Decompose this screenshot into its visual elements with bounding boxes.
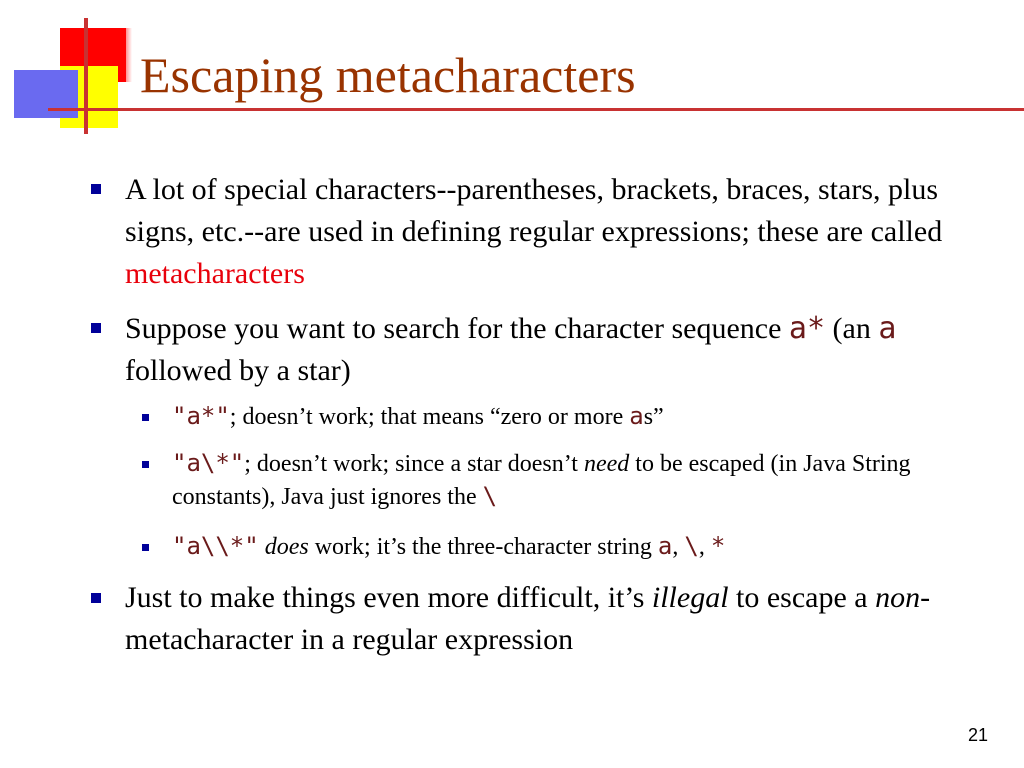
code-snippet: "a\\*" — [172, 532, 259, 560]
bullet-text: followed by a star) — [125, 354, 351, 387]
sub-bullet-marker — [142, 544, 149, 551]
code-snippet: a — [629, 402, 644, 430]
bullet-text: , — [672, 534, 685, 560]
bullet-text: Just to make things even more difficult, it’s — [125, 581, 652, 614]
code-snippet: \ — [482, 482, 498, 510]
sub-bullet-marker — [142, 461, 149, 468]
slide-title: Escaping metacharacters — [140, 47, 636, 103]
emphasis-text: illegal — [651, 581, 729, 614]
bullet-text: Suppose you want to search for the character sequence — [125, 312, 789, 345]
bullet-marker — [91, 323, 101, 333]
bullet-item — [125, 169, 995, 295]
bullet-text: s” — [643, 404, 664, 430]
bullet-text: A lot of special characters--parentheses, brackets, braces, stars, plus signs, etc.--are used in defining regular expressions; these are called — [125, 173, 943, 248]
code-snippet: a* — [788, 311, 826, 346]
emphasis-text: non — [875, 581, 921, 614]
metacharacters-term: metacharacters — [125, 257, 305, 290]
code-snippet: \ — [684, 532, 699, 560]
page-number: 21 — [967, 725, 988, 745]
sub-bullet-item — [172, 400, 992, 433]
bullet-text: , — [698, 534, 711, 560]
code-snippet: * — [710, 532, 726, 560]
title-underline — [48, 108, 1024, 111]
sub-bullet-marker — [142, 414, 149, 421]
bullet-item — [125, 308, 995, 392]
bullet-text: ; doesn’t work; that means “zero or more — [229, 404, 630, 430]
sub-bullet-item — [172, 530, 992, 563]
bullet-text: work; it’s the three-character string — [308, 534, 658, 560]
bullet-text: to escape a — [728, 581, 876, 614]
code-snippet: a — [657, 532, 673, 560]
code-snippet: "a*" — [172, 402, 230, 430]
bullet-text: ; doesn’t work; since a star doesn’t — [244, 451, 584, 477]
sub-bullet-item — [172, 447, 992, 513]
bullet-marker — [91, 184, 101, 194]
bullet-marker — [91, 593, 101, 603]
emphasis-text: need — [583, 451, 630, 477]
code-snippet: "a\*" — [172, 449, 245, 477]
bullet-text: -metacharacter in a regular expression — [125, 581, 931, 656]
decoration-vertical-line — [84, 18, 88, 134]
bullet-item — [125, 577, 995, 661]
decoration-red-fade — [118, 28, 132, 82]
emphasis-text: does — [264, 534, 309, 560]
bullet-text: to be escaped (in Java String constants), Java just ignores the — [172, 451, 911, 510]
bullet-text: (an — [825, 312, 879, 345]
code-snippet: a — [878, 311, 897, 346]
